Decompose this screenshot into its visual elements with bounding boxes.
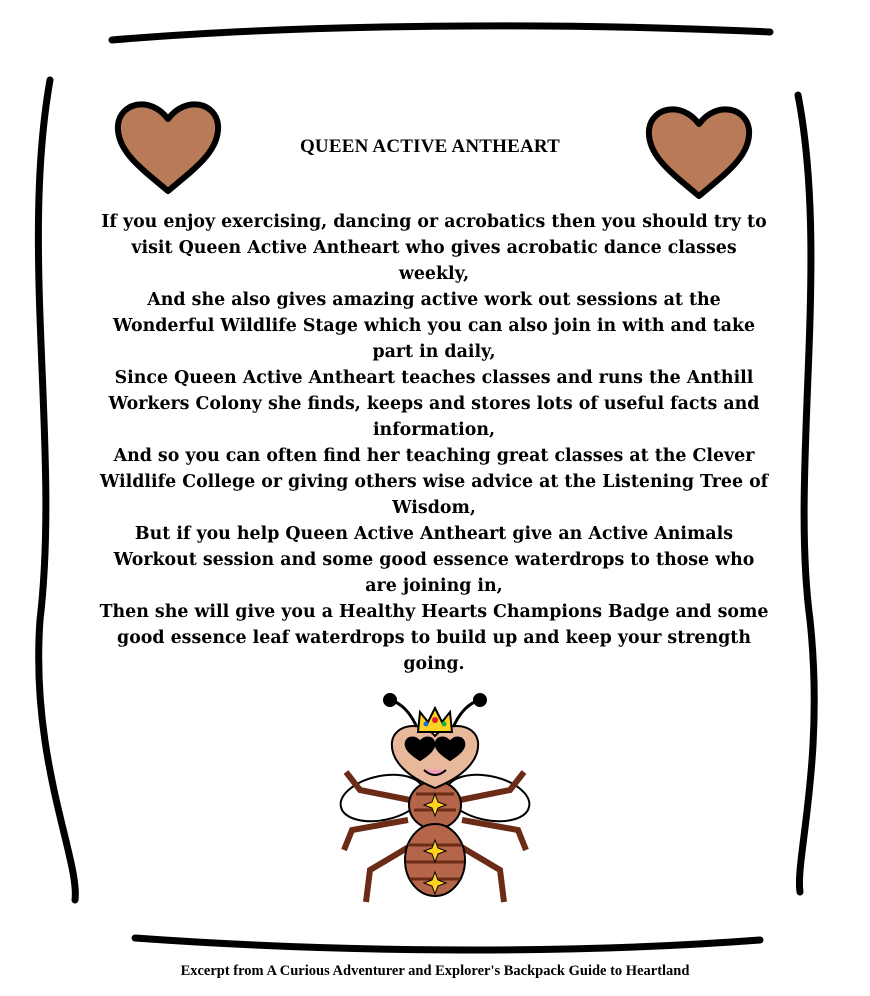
story-paragraph: Then she will give you a Healthy Hearts Champions Badge and some good essence leaf waterdrops to build up and keep your strength going. bbox=[99, 602, 769, 674]
story-text bbox=[96, 209, 772, 677]
heart-shape bbox=[118, 104, 218, 191]
heart-icon bbox=[643, 100, 755, 202]
story-paragraph: And so you can often find her teaching great classes at the Clever Wildlife College or giving others wise advice at the Listening Tree of Wisdom, bbox=[99, 446, 769, 518]
page-title: QUEEN ACTIVE ANTHEART bbox=[299, 136, 561, 157]
story-paragraph: Since Queen Active Antheart teaches classes and runs the Anthill Workers Colony she finds, keeps and stores lots of useful facts and information, bbox=[108, 368, 760, 440]
story-paragraph: And she also gives amazing active work out sessions at the Wonderful Wildlife Stage which you can also join in with and take part in daily, bbox=[112, 290, 756, 362]
caption: Excerpt from A Curious Adventurer and Explorer's Backpack Guide to Heartland bbox=[180, 963, 690, 979]
heart-shape bbox=[649, 109, 749, 196]
heart-icon bbox=[112, 95, 224, 197]
ant-queen-icon bbox=[330, 690, 540, 905]
story-paragraph: If you enjoy exercising, dancing or acrobatics then you should try to visit Queen Active Antheart who gives acrobatic dance classes weekly, bbox=[101, 212, 767, 284]
story-paragraph: But if you help Queen Active Antheart give an Active Animals Workout session and some good essence waterdrops to those who are joining in, bbox=[113, 524, 755, 596]
